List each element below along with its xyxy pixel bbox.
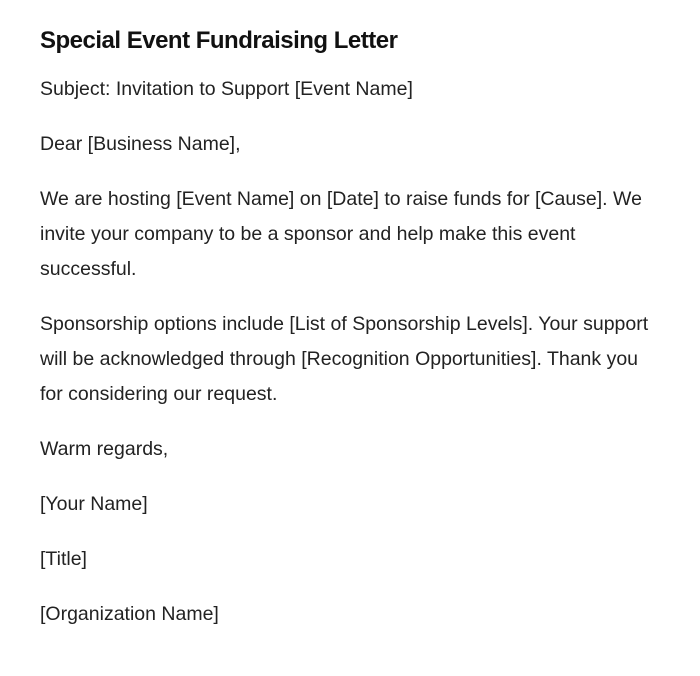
signature-name: [Your Name] (40, 493, 148, 515)
subject-line: Subject: Invitation to Support [Event Name] (40, 78, 413, 100)
body-paragraph-2: Sponsorship options include [List of Sponsorship Levels]. Your support will be acknowledged through [Recognition Opportunities]. Thank you for considering our request. (40, 313, 649, 405)
signature-organization: [Organization Name] (40, 603, 219, 625)
greeting: Dear [Business Name], (40, 133, 241, 155)
body-paragraph-1: We are hosting [Event Name] on [Date] to raise funds for [Cause]. We invite your company to be a sponsor and help make this event successful. (40, 188, 642, 280)
signature-title: [Title] (40, 548, 87, 570)
document-title: Special Event Fundraising Letter (40, 27, 398, 54)
letter-document (40, 24, 650, 652)
closing: Warm regards, (40, 438, 169, 460)
